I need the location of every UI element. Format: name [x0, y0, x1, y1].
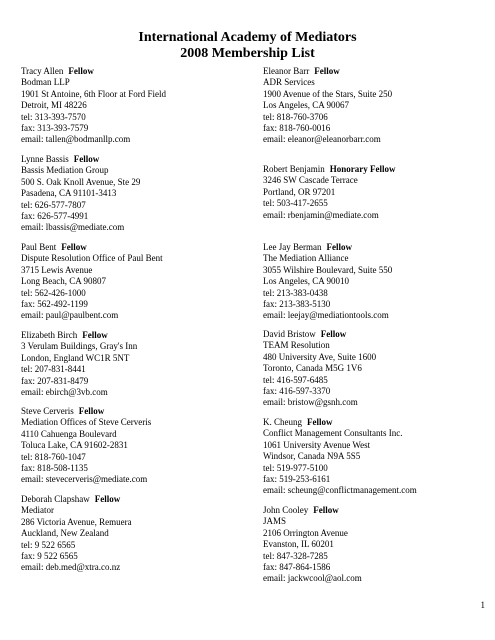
member-detail-line: Mediation Offices of Steve Cerveris: [21, 417, 152, 428]
member-name: K. Cheung: [263, 417, 302, 427]
document-subtitle: 2008 Membership List: [180, 46, 315, 61]
member-name-line: [263, 242, 491, 253]
member-name: Steve Cerveris: [21, 406, 74, 416]
member-entry: [263, 164, 491, 221]
member-entry: [263, 242, 491, 322]
member-name-line: [21, 406, 249, 417]
member-detail-line: email: rbenjamin@mediate.com: [263, 209, 379, 220]
member-detail-line: tel: 207-831-8441: [21, 364, 86, 375]
member-category: Fellow: [61, 242, 87, 252]
member-detail-line: fax: 847-864-1586: [263, 562, 331, 573]
member-detail-line: The Mediation Alliance: [263, 253, 349, 264]
member-detail-line: 480 University Ave, Suite 1600: [263, 351, 377, 362]
member-entry: [263, 417, 491, 497]
member-category: Fellow: [320, 329, 347, 339]
member-detail-line: 4110 Cahuenga Boulevard: [21, 428, 117, 439]
member-detail-line: tel: 818-760-1047: [21, 451, 86, 462]
member-detail-line: email: scheung@conflictmanagement.com: [263, 485, 417, 496]
member-name: Deborah Clapshaw: [21, 494, 90, 504]
member-entry: [21, 406, 249, 486]
member-detail-line: tel: 519-977-5100: [263, 462, 328, 473]
member-name: John Cooley: [263, 505, 309, 515]
member-name-line: [21, 242, 249, 253]
member-name: David Bristow: [263, 329, 316, 339]
member-detail-line: tel: 503-417-2655: [263, 198, 328, 209]
member-detail-line: Auckland, New Zealand: [21, 528, 109, 539]
member-entry: [21, 494, 249, 574]
member-detail-line: JAMS: [263, 516, 287, 527]
member-category: Fellow: [314, 66, 340, 76]
member-name-line: [21, 494, 249, 505]
member-detail-line: email: lbassis@mediate.com: [21, 222, 125, 233]
member-detail-line: London, England WC1R 5NT: [21, 352, 130, 363]
member-detail-line: 3246 SW Cascade Terrace: [263, 175, 358, 186]
member-detail-line: fax: 626-577-4991: [21, 211, 89, 222]
member-category: Fellow: [78, 406, 105, 416]
member-detail-line: ADR Services: [263, 77, 315, 88]
member-detail-line: email: stevecerveris@mediate.com: [21, 474, 148, 485]
member-entry: [21, 66, 249, 146]
member-name: Lee Jay Berman: [263, 242, 322, 252]
member-detail-line: Los Angeles, CA 90010: [263, 276, 350, 287]
member-detail-line: fax: 519-253-6161: [263, 474, 331, 485]
member-detail-line: Dispute Resolution Office of Paul Bent: [21, 253, 163, 264]
member-detail-line: fax: 818-760-0016: [263, 123, 331, 134]
member-detail-line: email: leejay@mediationtools.com: [263, 310, 389, 321]
member-detail-line: tel: 847-328-7285: [263, 550, 328, 561]
member-name-line: [21, 154, 249, 165]
member-name: Tracy Allen: [21, 66, 64, 76]
member-detail-line: fax: 207-831-8479: [21, 375, 89, 386]
member-detail-line: email: eleanor@eleanorbarr.com: [263, 134, 381, 145]
member-detail-line: email: jackwcool@aol.com: [263, 573, 362, 584]
member-entry: [263, 505, 491, 585]
member-name-line: [263, 329, 491, 340]
member-detail-line: fax: 213-383-5130: [263, 299, 331, 310]
member-category: Honorary Fellow: [329, 164, 396, 174]
page-number: 1: [480, 600, 485, 610]
member-detail-line: Portland, OR 97201: [263, 186, 336, 197]
member-detail-line: 3 Verulam Buildings, Gray's Inn: [21, 341, 138, 352]
member-detail-line: Toronto, Canada M5G 1V6: [263, 363, 362, 374]
member-entry: [21, 242, 249, 322]
member-detail-line: 3055 Wilshire Boulevard, Suite 550: [263, 264, 393, 275]
member-detail-line: fax: 562-492-1199: [21, 299, 88, 310]
member-name: Paul Bent: [21, 242, 57, 252]
member-detail-line: fax: 416-597-3370: [263, 386, 331, 397]
document-title: International Academy of Mediators: [138, 30, 357, 45]
member-category: Fellow: [307, 417, 333, 427]
member-detail-line: Detroit, MI 48226: [21, 100, 87, 111]
member-detail-line: tel: 213-383-0438: [263, 287, 328, 298]
member-entry: [263, 329, 491, 409]
member-name-line: [21, 66, 249, 77]
member-detail-line: Pasadena, CA 91101-3413: [21, 188, 117, 199]
member-detail-line: email: bristow@gsnh.com: [263, 397, 358, 408]
member-detail-line: 500 S. Oak Knoll Avenue, Ste 29: [21, 176, 141, 187]
member-entry: [263, 66, 491, 146]
member-category: Fellow: [326, 242, 352, 252]
member-category: Fellow: [68, 66, 94, 76]
member-detail-line: 1900 Avenue of the Stars, Suite 250: [263, 88, 393, 99]
member-detail-line: tel: 626-577-7807: [21, 199, 86, 210]
member-category: Fellow: [73, 154, 100, 164]
member-detail-line: Bodman LLP: [21, 77, 70, 88]
member-entry: [21, 330, 249, 398]
member-detail-line: tel: 416-597-6485: [263, 374, 328, 385]
member-detail-line: Bassis Mediation Group: [21, 165, 109, 176]
member-name-line: [263, 164, 491, 175]
member-name: Eleanor Barr: [263, 66, 310, 76]
member-detail-line: TEAM Resolution: [263, 340, 330, 351]
member-detail-line: Conflict Management Consultants Inc.: [263, 428, 403, 439]
member-detail-line: 3715 Lewis Avenue: [21, 264, 93, 275]
member-detail-line: tel: 313-393-7570: [21, 111, 86, 122]
member-detail-line: 286 Victoria Avenue, Remuera: [21, 516, 132, 527]
member-detail-line: tel: 9 522 6565: [21, 539, 76, 550]
member-detail-line: Windsor, Canada N9A 5S5: [263, 451, 361, 462]
member-name: Lynne Bassis: [21, 154, 69, 164]
member-detail-line: 1061 University Avenue West: [263, 439, 371, 450]
member-detail-line: email: ebirch@3vb.com: [21, 387, 108, 398]
member-category: Fellow: [82, 330, 108, 340]
member-name: Robert Benjamin: [263, 164, 325, 174]
member-detail-line: fax: 313-393-7579: [21, 123, 89, 134]
member-detail-line: Mediator: [21, 505, 54, 516]
member-detail-line: fax: 9 522 6565: [21, 551, 78, 562]
member-name: Elizabeth Birch: [21, 330, 78, 340]
member-detail-line: tel: 818-760-3706: [263, 111, 328, 122]
member-detail-line: email: tallen@bodmanllp.com: [21, 134, 131, 145]
page-title: [0, 30, 495, 62]
member-detail-line: Evanston, IL 60201: [263, 539, 334, 550]
member-detail-line: Los Angeles, CA 90067: [263, 100, 350, 111]
member-detail-line: Long Beach, CA 90807: [21, 276, 106, 287]
member-entry: [21, 154, 249, 234]
member-detail-line: 2106 Orrington Avenue: [263, 527, 348, 538]
member-detail-line: email: paul@paulbent.com: [21, 310, 119, 321]
member-name-line: [263, 417, 491, 428]
member-name-line: [21, 330, 249, 341]
member-detail-line: Toluca Lake, CA 91602-2831: [21, 440, 128, 451]
member-name-line: [263, 66, 491, 77]
member-category: Fellow: [313, 505, 339, 515]
member-category: Fellow: [94, 494, 121, 504]
member-detail-line: fax: 818-508-1135: [21, 463, 88, 474]
member-detail-line: 1901 St Antoine, 6th Floor at Ford Field: [21, 88, 167, 99]
member-name-line: [263, 505, 491, 516]
member-detail-line: tel: 562-426-1000: [21, 287, 86, 298]
member-detail-line: email: deb.med@xtra.co.nz: [21, 562, 121, 573]
